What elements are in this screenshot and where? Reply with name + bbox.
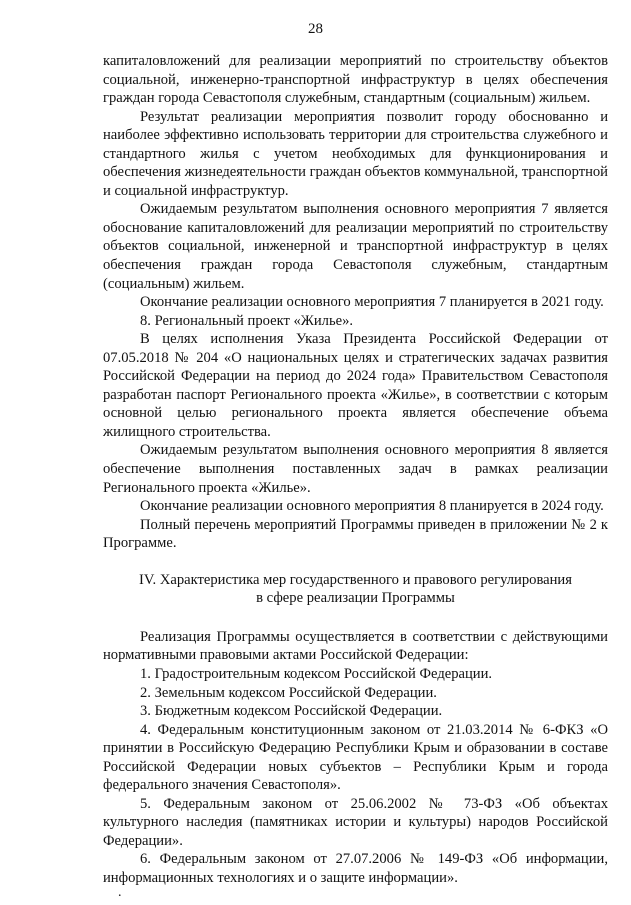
section-heading-line-1: IV. Характеристика мер государственного и правового регулирования	[139, 571, 572, 588]
scan-mark: .	[118, 885, 122, 900]
paragraph: Окончание реализации основного мероприятия 7 планируется в 2021 году.	[140, 294, 604, 311]
paragraph: Полный перечень мероприятий Программы приведен в приложении № 2 к Программе.	[103, 516, 608, 552]
list-item: 4. Федеральным конституционным законом от 21.03.2014 № 6-ФКЗ «О принятии в Российскую Федерацию Республики Крым и образовании в составе Российской Федерации новых субъектов – Республики Крым и города федерального значения Севастополя».	[103, 721, 608, 794]
subsection-title: 8. Региональный проект «Жилье».	[140, 312, 354, 329]
paragraph: Результат реализации мероприятия позволит городу обоснованно и наиболее эффективно использовать территории для строительства служебного и стандартного жилья с учетом необходимых для функционирования и обеспечения жизнедеятельности граждан объектов коммунальной, транспортной и социальной инфраструктур.	[103, 108, 608, 199]
list-item: 2. Земельным кодексом Российской Федерации.	[140, 684, 437, 701]
paragraph: Ожидаемым результатом выполнения основного мероприятия 8 является обеспечение выполнения поставленных задач в рамках реализации Регионального проекта «Жилье».	[103, 442, 608, 496]
list-item: 6. Федеральным законом от 27.07.2006 № 149-ФЗ «Об информации, информационных технологиях и о защите информации».	[103, 851, 608, 886]
document-body	[103, 52, 608, 888]
page-number: 28	[308, 21, 323, 37]
section-heading-line-2: в сфере реализации Программы	[256, 590, 455, 607]
spacer	[103, 553, 608, 571]
paragraph: Ожидаемым результатом выполнения основного мероприятия 7 является обоснование капиталовложений для реализации мероприятий по строительству объектов социальной, инженерной и транспортной инфраструктур в целях обеспечения граждан города Севастополя служебным, стандартным (социальным) жильем.	[103, 201, 608, 292]
paragraph: Окончание реализации основного мероприятия 8 планируется в 2024 году.	[140, 498, 604, 515]
paragraph: Реализация Программы осуществляется в соответствии с действующими нормативными правовыми актами Российской Федерации:	[103, 628, 608, 664]
paragraph: В целях исполнения Указа Президента Российской Федерации от 07.05.2018 № 204 «О национальных целях и стратегических задачах развития Российской Федерации на период до 2024 года» Правительством Севастополя разработан паспорт Регионального проекта «Жилье», в соответствии с которым основной целью регионального проекта является обеспечение объема жилищного строительства.	[103, 331, 608, 440]
list-item: 1. Градостроительным кодексом Российской Федерации.	[140, 665, 493, 682]
list-item: 5. Федеральным законом от 25.06.2002 № 73-ФЗ «Об объектах культурного наследия (памятниках истории и культуры) народов Российской Федерации».	[103, 795, 608, 849]
list-item: 3. Бюджетным кодексом Российской Федерации.	[140, 703, 443, 720]
spacer	[103, 608, 608, 628]
paragraph: капиталовложений для реализации мероприятий по строительству объектов социальной, инженерно-транспортной инфраструктур в целях обеспечения граждан города Севастополя служебным, стандартным (социальным) жильем.	[103, 53, 608, 107]
